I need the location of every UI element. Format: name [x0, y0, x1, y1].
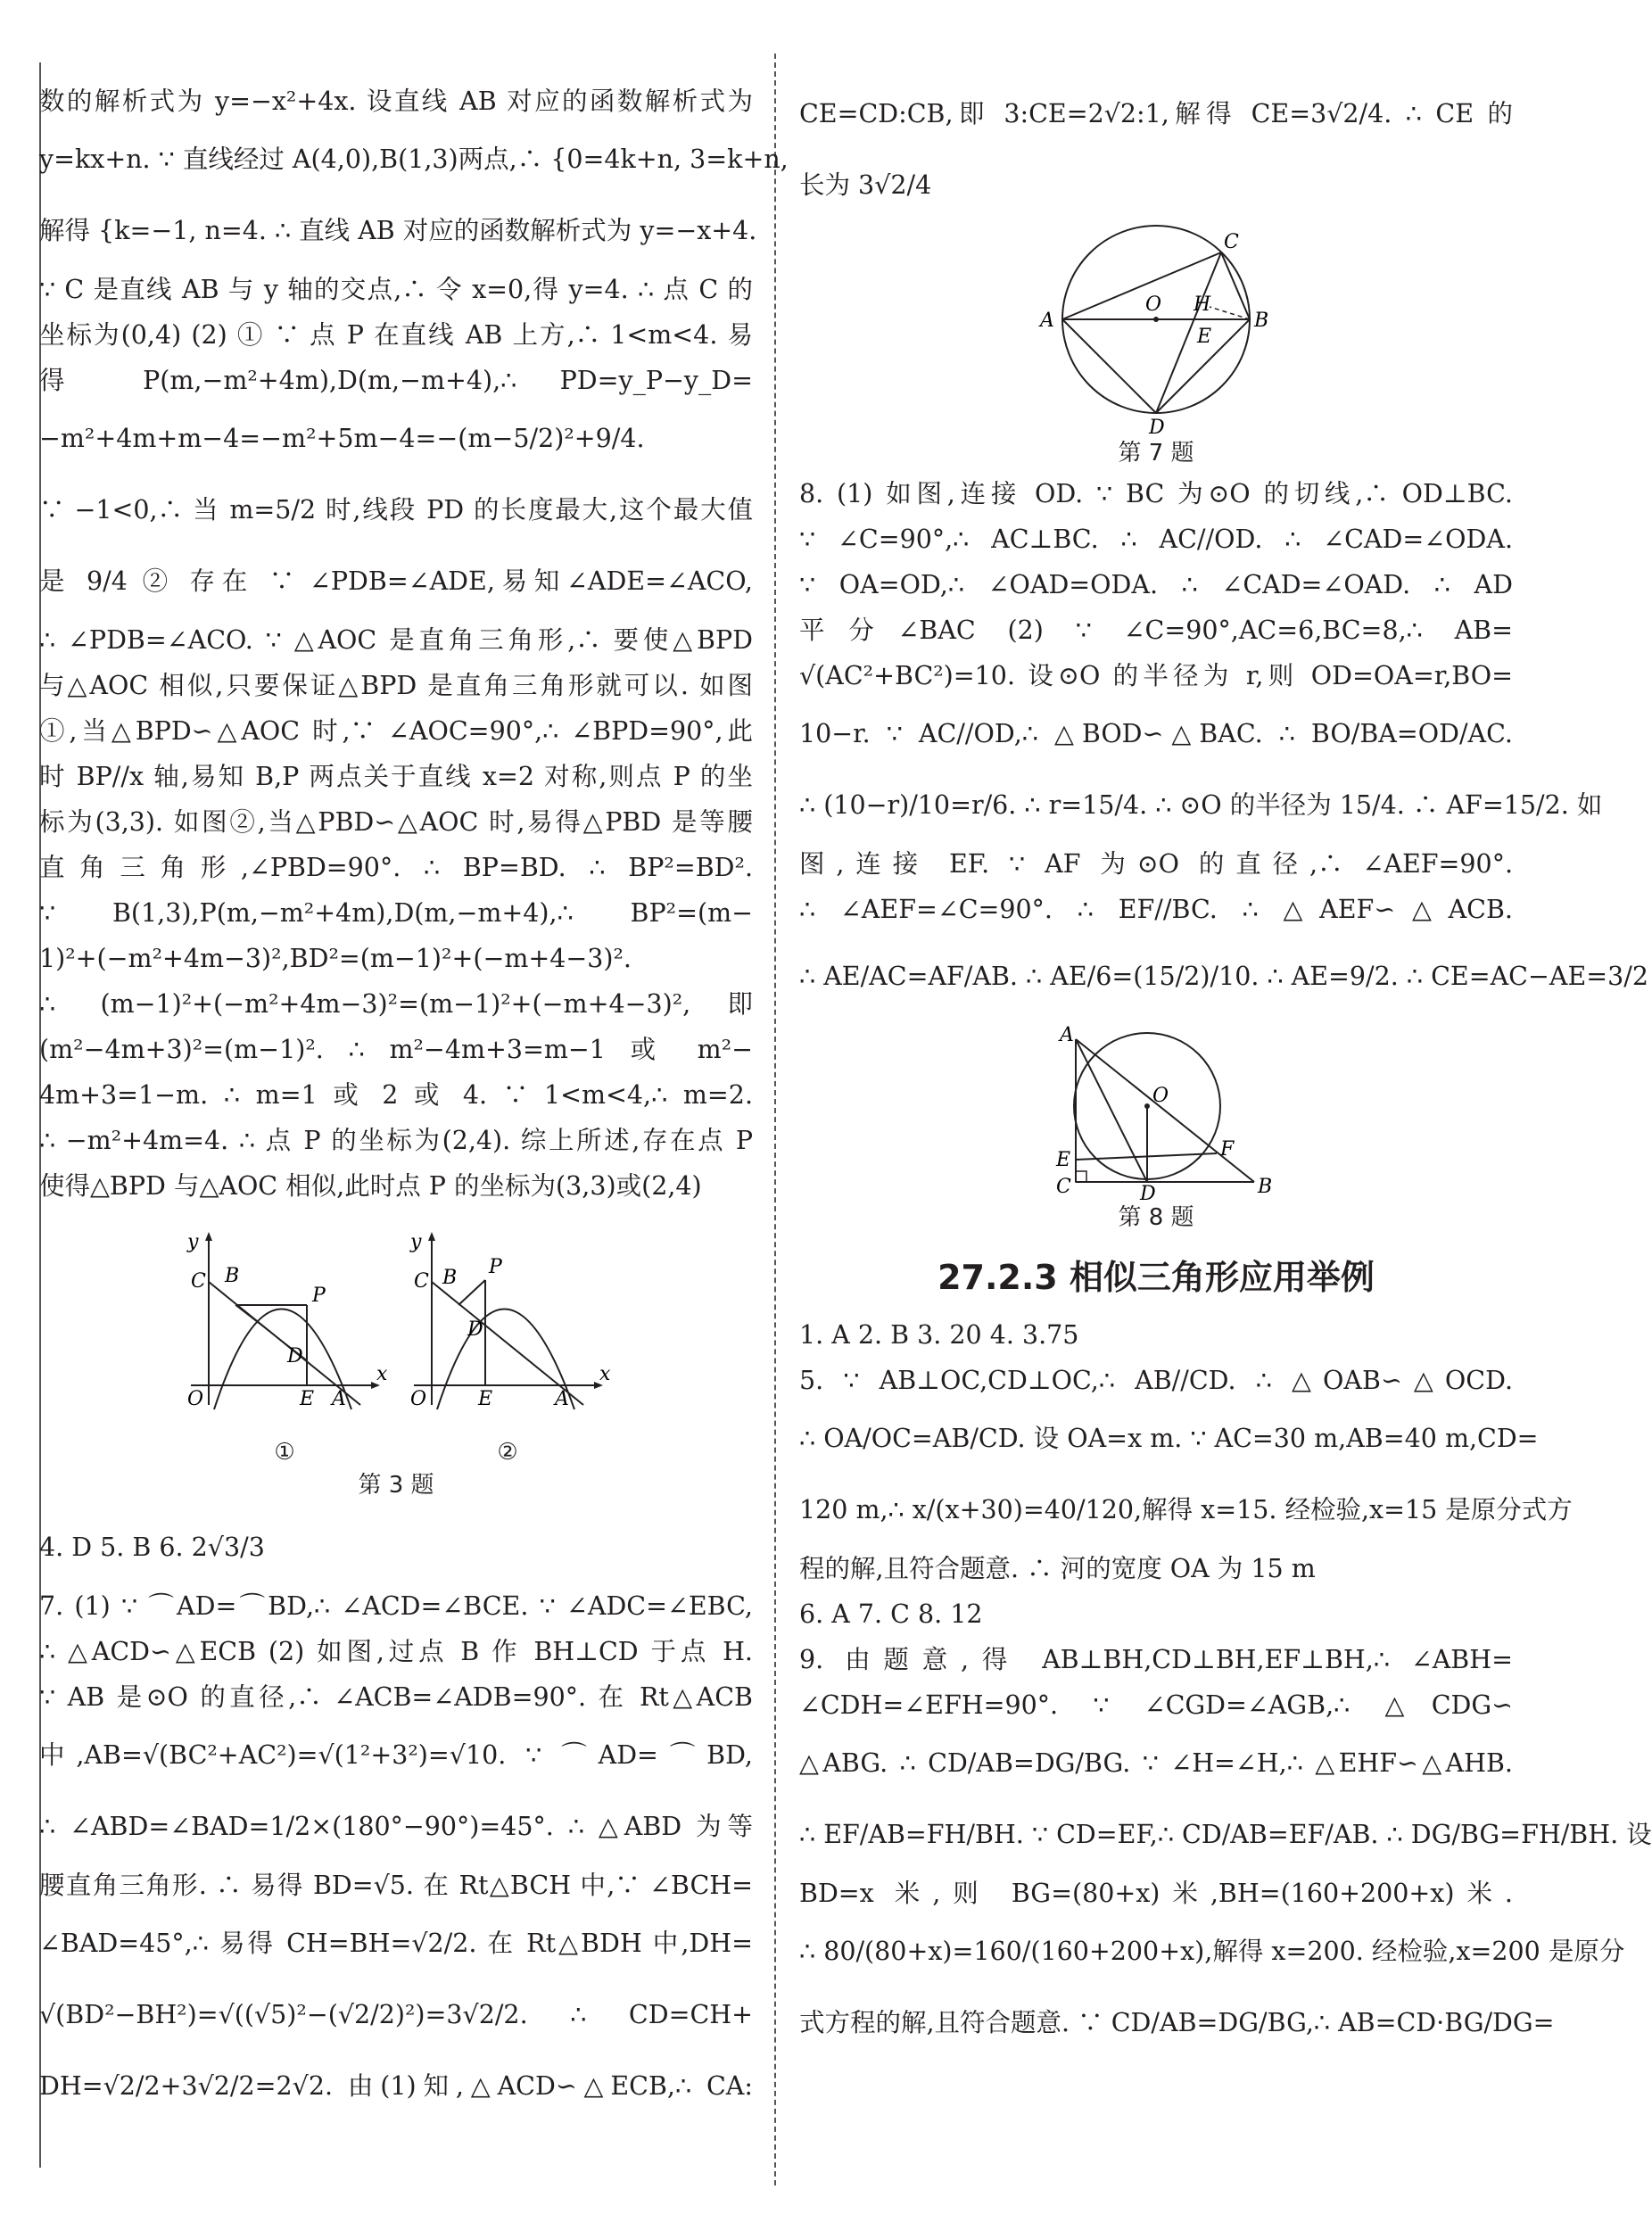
label-E: E [1056, 1149, 1071, 1171]
figure-7-caption: 第 7 题 [1118, 440, 1194, 467]
text-line: ∴ (m−1)²+(−m²+4m−3)²=(m−1)²+(−m+4−3)²,即 [39, 989, 753, 1019]
label-B: B [442, 1267, 458, 1289]
right-column [799, 78, 1652, 2059]
solution-7-cont-text [799, 78, 1513, 221]
text-line: ∵ ∠C=90°,∴ AC⊥BC. ∴ AC//OD. ∴ ∠CAD=∠ODA. [799, 525, 1513, 554]
label-H: H [1194, 293, 1211, 316]
label-P: P [312, 1285, 326, 1307]
label-x: x [376, 1363, 388, 1385]
solution-8-text [799, 471, 1648, 1021]
label-D: D [287, 1345, 303, 1367]
text-line: ∴ ∠PDB=∠ACO. ∵ △AOC 是直角三角形,∴ 要使△BPD [39, 625, 753, 655]
text-line: ∴ OA/OC=AB/CD. 设 OA=x m. ∵ AC=30 m,AB=40 m,CD= [799, 1424, 1539, 1453]
text-line: 程的解,且符合题意. ∴ 河的宽度 OA 为 15 m [799, 1554, 1316, 1583]
label-D: D [467, 1318, 483, 1341]
label-P: P [489, 1256, 502, 1278]
text-line: 4m+3=1−m. ∴ m=1 或 2 或 4. ∵ 1<m<4,∴ m=2. [39, 1080, 753, 1110]
label-A: A [1040, 310, 1054, 332]
text-line: CE=CD:CB,即 3:CE=2√2:1,解得 CE=3√2/4. ∴ CE 的 [799, 99, 1513, 128]
label-E: E [300, 1388, 315, 1410]
text-line: 得 P(m,−m²+4m),D(m,−m+4),∴ PD=y_P−y_D= [39, 366, 753, 395]
text-line: ∴ AE/AC=AF/AB. ∴ AE/6=(15/2)/10. ∴ AE=9/2. ∴ CE=AC−AE=3/2 [799, 962, 1648, 991]
label-D: D [1140, 1183, 1156, 1205]
text-line: 是 9/4 ② 存在 ∵ ∠PDB=∠ADE,易知∠ADE=∠ACO, [39, 566, 753, 596]
label-C: C [191, 1270, 206, 1293]
text-line: 数的解析式为 y=−x²+4x. 设直线 AB 对应的函数解析式为 [39, 87, 753, 116]
text-line: (m²−4m+3)²=(m−1)². ∴ m²−4m+3=m−1 或 m²− [39, 1035, 753, 1064]
text-line: ∵ C 是直线 AB 与 y 轴的交点,∴ 令 x=0,得 y=4. ∴ 点 C 的 [39, 275, 753, 304]
text-line: ∠CDH=∠EFH=90°. ∵ ∠CGD=∠AGB,∴ △CDG∽ [799, 1690, 1513, 1720]
text-line: ∠BAD=45°,∴ 易得 CH=BH=√2/2. 在 Rt△BDH 中,DH= [39, 1929, 753, 1958]
text-line: √(AC²+BC²)=10. 设⊙O 的半径为 r,则 OD=OA=r,BO= [799, 661, 1513, 690]
text-line: ∵ OA=OD,∴ ∠OAD=ODA. ∴ ∠CAD=∠OAD. ∴ AD [799, 570, 1513, 599]
section-heading: 27.2.3 相似三角形应用举例 [938, 1258, 1375, 1297]
text-line: ∴ −m²+4m=4. ∴ 点 P 的坐标为(2,4). 综上所述,存在点 P [39, 1126, 753, 1155]
label-C: C [1056, 1176, 1071, 1198]
label-y: y [410, 1231, 422, 1253]
text-line: 5. ∵ AB⊥OC,CD⊥OC,∴ AB//CD. ∴ △OAB∽△OCD. [799, 1366, 1513, 1395]
text-line: ∴ 80/(80+x)=160/(160+200+x),解得 x=200. 经检验,x=200 是原分 [799, 1937, 1625, 1966]
label-E: E [1197, 326, 1212, 348]
text-line: ∴ EF/AB=FH/BH. ∵ CD=EF,∴ CD/AB=EF/AB. ∴ DG/BG=FH/BH. 设 [799, 1820, 1652, 1849]
text-line: 坐标为(0,4) (2) ① ∵ 点 P 在直线 AB 上方,∴ 1<m<4. 易 [39, 320, 753, 350]
label-F: F [1220, 1138, 1235, 1161]
text-line: 平分∠BAC (2) ∵ ∠C=90°,AC=6,BC=8,∴ AB= [799, 616, 1513, 645]
text-line: 时 BP//x 轴,易知 B,P 两点关于直线 x=2 对称,则点 P 的坐 [39, 762, 753, 791]
label-A: A [332, 1388, 346, 1410]
label-A: A [1060, 1024, 1074, 1046]
text-line: 6. A 7. C 8. 12 [799, 1599, 983, 1629]
figure-3-caption: 第 3 题 [358, 1472, 434, 1499]
parabola-diagram-2 [405, 1227, 610, 1423]
label-x: x [599, 1363, 611, 1385]
figure-3-panel-2 [405, 1227, 610, 1467]
solution-3-text [39, 78, 789, 1209]
text-line: ∴ ∠ABD=∠BAD=1/2×(180°−90°)=45°. ∴ △ABD 为等 [39, 1812, 753, 1841]
figure-8-caption: 第 8 题 [1118, 1204, 1194, 1231]
left-column [39, 78, 789, 2122]
text-line: 7. (1) ∵ ⌒AD=⌒BD,∴ ∠ACD=∠BCE. ∵ ∠ADC=∠EBC, [39, 1591, 753, 1621]
figure-8-circle-diagram [1040, 1021, 1273, 1205]
text-line: 120 m,∴ x/(x+30)=40/120,解得 x=15. 经检验,x=15 是原分式方 [799, 1495, 1573, 1524]
section-27-2-3-answers [799, 1312, 1652, 2059]
text-line: 1)²+(−m²+4m−3)²,BD²=(m−1)²+(−m+4−3)². [39, 944, 632, 973]
text-line: 腰直角三角形. ∴ 易得 BD=√5. 在 Rt△BCH 中,∵ ∠BCH= [39, 1871, 753, 1900]
text-line: 直角三角形,∠PBD=90°. ∴ BP=BD. ∴ BP²=BD². [39, 853, 753, 882]
label-B: B [1254, 310, 1269, 332]
figure-3 [39, 1227, 753, 1467]
text-line: ∴ (10−r)/10=r/6. ∴ r=15/4. ∴ ⊙O 的半径为 15/4. ∴ AF=15/2. 如 [799, 790, 1603, 820]
label-O: O [1145, 293, 1162, 316]
solutions-4-7-text [39, 1512, 753, 2122]
label-y: y [187, 1231, 199, 1253]
parabola-diagram-1 [182, 1227, 387, 1423]
text-line: y=kx+n. ∵ 直线经过 A(4,0),B(1,3)两点,∴ {0=4k+n, 3=k+n, [39, 145, 789, 174]
text-line: 9. 由题意,得 AB⊥BH,CD⊥BH,EF⊥BH,∴ ∠ABH= [799, 1645, 1513, 1674]
label-C: C [414, 1270, 429, 1293]
text-line: 10−r. ∵ AC//OD,∴ △BOD∽△BAC. ∴ BO/BA=OD/AC. [799, 719, 1513, 748]
label-O: O [187, 1388, 204, 1410]
text-line: 标为(3,3). 如图②,当△PBD∽△AOC 时,易得△PBD 是等腰 [39, 807, 753, 837]
text-line: △ABG. ∴ CD/AB=DG/BG. ∵ ∠H=∠H,∴ △EHF∽△AHB. [799, 1748, 1513, 1778]
label-C: C [1224, 231, 1239, 253]
text-line: ∴ △ACD∽△ECB (2) 如图,过点 B 作 BH⊥CD 于点 H. [39, 1637, 753, 1666]
subfigure-label: ② [497, 1439, 518, 1466]
text-line: ∵ B(1,3),P(m,−m²+4m),D(m,−m+4),∴ BP²=(m− [39, 898, 753, 928]
text-line: 长为 3√2/4 [799, 170, 932, 200]
label-B: B [1258, 1176, 1273, 1198]
text-line: ①,当△BPD∽△AOC 时,∵ ∠AOC=90°,∴ ∠BPD=90°,此 [39, 716, 753, 746]
text-line: ∴ ∠AEF=∠C=90°. ∴ EF//BC. ∴ △AEF∽△ACB. [799, 895, 1513, 924]
label-A: A [555, 1388, 569, 1410]
text-line: √(BD²−BH²)=√((√5)²−(√2/2)²)=3√2/2. ∴ CD=CH+ [39, 2000, 753, 2029]
figure-7-circle-diagram [1031, 221, 1281, 439]
text-line: −m²+4m+m−4=−m²+5m−4=−(m−5/2)²+9/4. [39, 424, 645, 453]
column-divider [774, 54, 776, 2185]
subfigure-label: ① [274, 1439, 295, 1466]
label-O: O [1152, 1085, 1169, 1107]
text-line: 与△AOC 相似,只要保证△BPD 是直角三角形就可以. 如图 [39, 671, 753, 700]
label-B: B [225, 1265, 240, 1287]
text-line: ∵ AB 是⊙O 的直径,∴ ∠ACB=∠ADB=90°. 在 Rt△ACB [39, 1682, 753, 1712]
text-line: 使得△BPD 与△AOC 相似,此时点 P 的坐标为(3,3)或(2,4) [39, 1171, 702, 1201]
text-line: ∵ −1<0,∴ 当 m=5/2 时,线段 PD 的长度最大,这个最大值 [39, 495, 753, 525]
text-line: DH=√2/2+3√2/2=2√2. 由(1)知,△ACD∽△ECB,∴ CA: [39, 2071, 753, 2101]
text-line: 1. A 2. B 3. 20 4. 3.75 [799, 1320, 1079, 1350]
label-D: D [1149, 417, 1165, 439]
text-line: BD=x 米,则 BG=(80+x)米,BH=(160+200+x)米. [799, 1879, 1513, 1908]
text-line: 解得 {k=−1, n=4. ∴ 直线 AB 对应的函数解析式为 y=−x+4. [39, 216, 757, 245]
label-O: O [410, 1388, 427, 1410]
text-line: 4. D 5. B 6. 2√3/3 [39, 1533, 265, 1562]
text-line: 8. (1) 如图,连接 OD. ∵ BC 为⊙O 的切线,∴ OD⊥BC. [799, 479, 1513, 508]
text-line: 中,AB=√(BC²+AC²)=√(1²+3²)=√10. ∵ ⌒AD=⌒BD, [39, 1740, 753, 1770]
text-line: 图,连接 EF. ∵ AF 为⊙O 的直径,∴ ∠AEF=90°. [799, 849, 1513, 879]
label-E: E [478, 1388, 493, 1410]
text-line: 式方程的解,且符合题意. ∵ CD/AB=DG/BG,∴ AB=CD·BG/DG= [799, 2008, 1555, 2037]
figure-3-panel-1 [182, 1227, 387, 1467]
